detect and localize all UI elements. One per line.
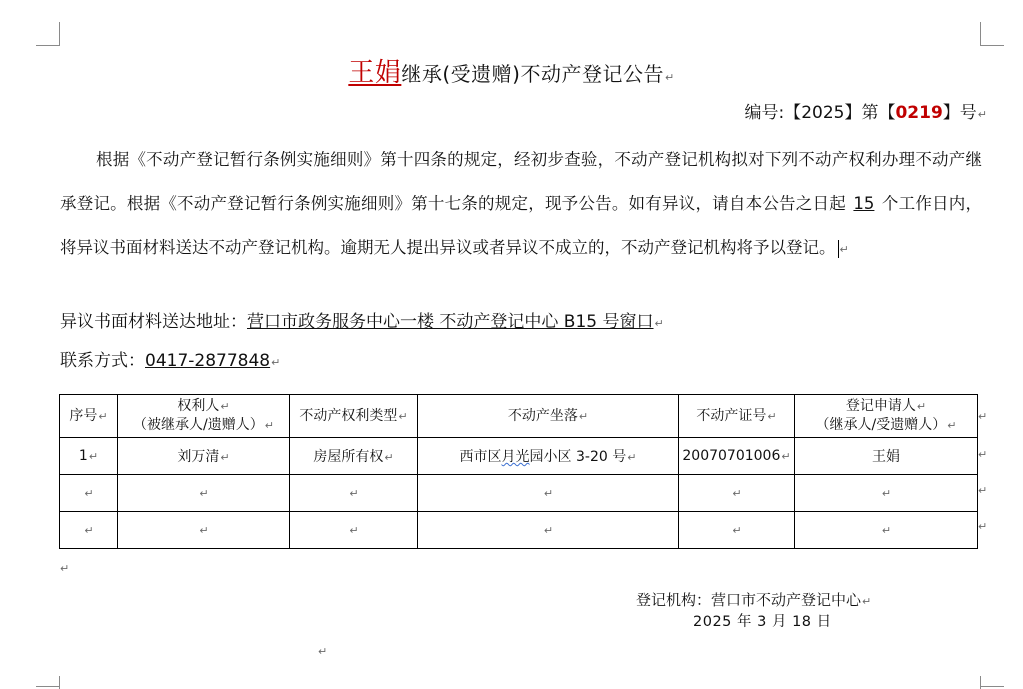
body-text-part2: 个工作日内，将异议书面材料送达不动产登记机构。逾期无人提出异议或者异议不成立的，不动产登记机构将予以登记。 bbox=[60, 194, 983, 257]
property-table bbox=[59, 394, 978, 549]
address-value: 营口市政务服务中心一楼 不动产登记中心 B15 号窗口 bbox=[247, 312, 654, 332]
cell-location: 西市区月光园小区 3-20 号↵ bbox=[418, 438, 679, 475]
serial-year: 2025 bbox=[801, 103, 845, 123]
row-end-mark: ↵ bbox=[978, 520, 988, 533]
objection-address bbox=[60, 307, 664, 332]
paragraph-mark-icon: ↵ bbox=[271, 356, 281, 369]
paragraph-mark-icon: ↵ bbox=[318, 645, 328, 658]
text-cursor bbox=[838, 240, 839, 258]
body-text-part1: 根据《不动产登记暂行条例实施细则》第十四条的规定，经初步查验，不动产登记机构拟对下列不动产权利办理不动产继承登记。根据《不动产登记暂行条例实施细则》第十七条的规定，现予公告。如有异议，请自本公告之日起 bbox=[60, 150, 982, 213]
paragraph-mark-icon: ↵ bbox=[654, 317, 664, 330]
header-applicant: 登记申请人↵ （继承人/受遗赠人）↵ bbox=[795, 395, 978, 438]
row-end-mark: ↵ bbox=[978, 484, 988, 497]
header-cert: 不动产证号↵ bbox=[679, 395, 795, 438]
serial-suffix: 】号 bbox=[942, 103, 977, 123]
table-row-empty: ↵ ↵ ↵ ↵ ↵ ↵ bbox=[60, 512, 978, 549]
table-row bbox=[60, 438, 978, 475]
row-end-mark: ↵ bbox=[978, 448, 988, 461]
objection-days: 15 bbox=[853, 194, 875, 213]
paragraph-mark-icon: ↵ bbox=[664, 71, 675, 84]
notice-body bbox=[60, 138, 982, 272]
title-text: 继承(受遗赠)不动产登记公告 bbox=[401, 62, 664, 86]
header-type: 不动产权利类型↵ bbox=[290, 395, 418, 438]
paragraph-mark-icon: ↵ bbox=[839, 243, 849, 256]
paragraph-mark-icon: ↵ bbox=[977, 108, 987, 121]
header-location: 不动产坐落↵ bbox=[418, 395, 679, 438]
cell-seq: 1↵ bbox=[60, 438, 118, 475]
cell-applicant: 王娟 bbox=[795, 438, 978, 475]
header-seq: 序号↵ bbox=[60, 395, 118, 438]
header-holder: 权利人↵ （被继承人/遗赠人）↵ bbox=[118, 395, 290, 438]
row-end-mark: ↵ bbox=[978, 410, 988, 423]
cell-cert: 20070701006↵ bbox=[679, 438, 795, 475]
serial-number bbox=[744, 98, 987, 123]
table-row-empty: ↵ ↵ ↵ ↵ ↵ ↵ bbox=[60, 475, 978, 512]
notice-date: 2025 年 3 月 18 日 bbox=[693, 614, 832, 630]
spellcheck-underline: 月光 bbox=[501, 449, 530, 465]
cell-holder: 刘万清↵ bbox=[118, 438, 290, 475]
notice-title bbox=[0, 52, 1023, 89]
registration-authority: 登记机构：营口市不动产登记中心↵ bbox=[636, 591, 872, 609]
contact-label: 联系方式： bbox=[60, 351, 145, 371]
table-header-row bbox=[60, 395, 978, 438]
applicant-name: 王娟 bbox=[348, 58, 402, 88]
contact-phone: 0417-2877848 bbox=[145, 351, 271, 371]
serial-prefix: 编号:【 bbox=[744, 103, 802, 123]
paragraph-mark-icon: ↵ bbox=[60, 562, 70, 575]
cell-type: 房屋所有权↵ bbox=[290, 438, 418, 475]
address-label: 异议书面材料送达地址： bbox=[60, 312, 247, 332]
serial-middle: 】第【 bbox=[844, 103, 896, 123]
serial-number-value: 0219 bbox=[895, 103, 943, 123]
contact-info bbox=[60, 346, 280, 371]
